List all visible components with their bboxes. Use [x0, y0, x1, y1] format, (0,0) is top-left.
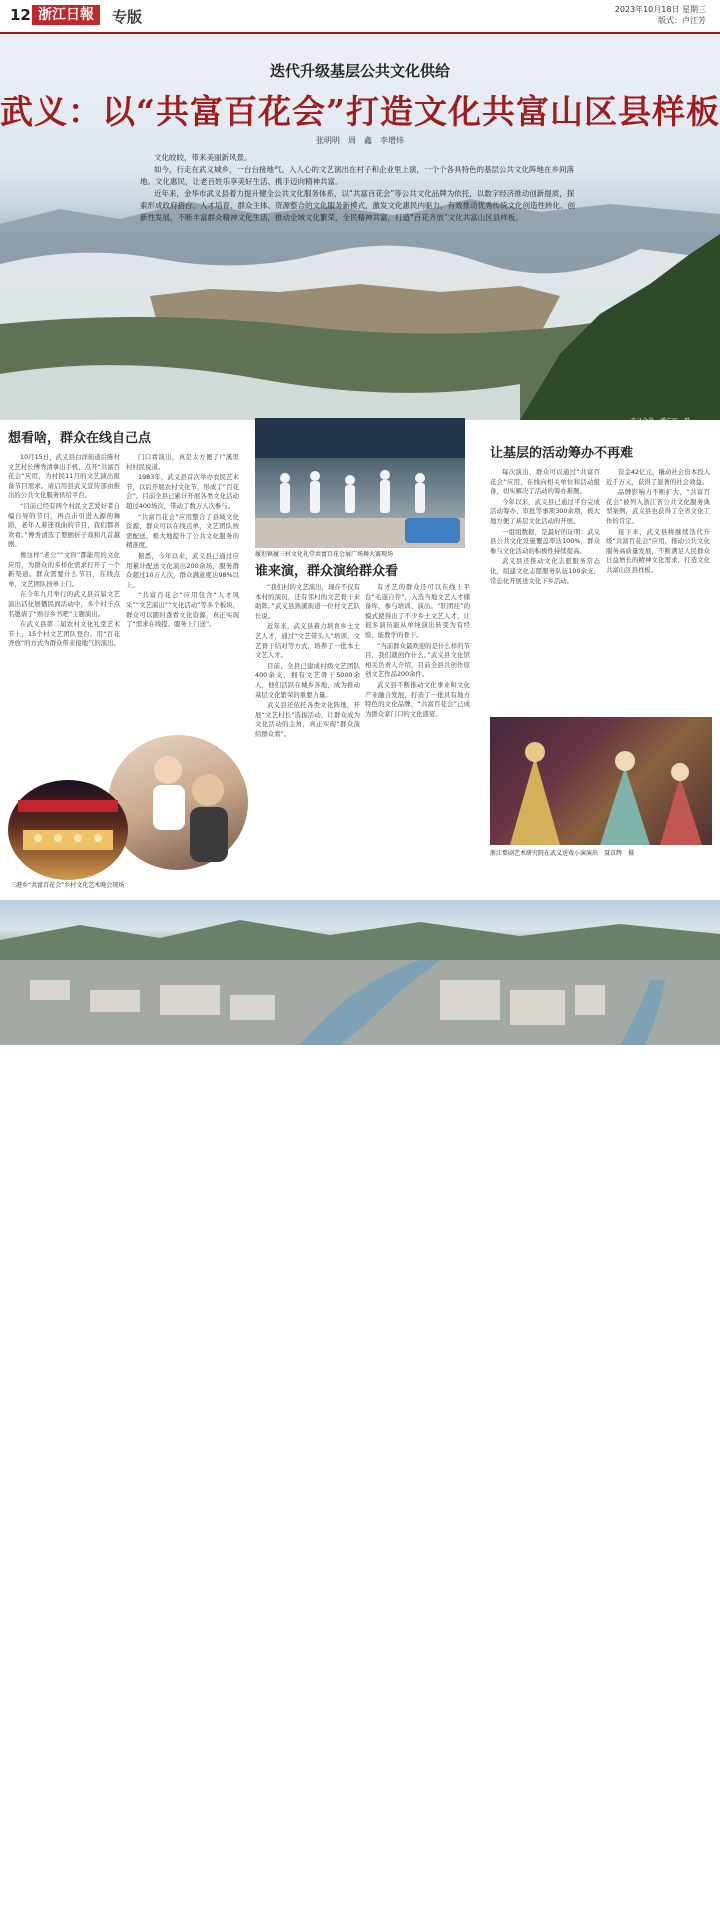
editor-credit: 版式：卢江芳 — [658, 16, 706, 25]
masthead — [0, 0, 720, 34]
body-paragraph: 在武义县第二届农村文化礼堂艺术节上，15个村文艺团队登台，用“百花齐放”的方式为群众带来接地气的演出。 — [8, 620, 120, 648]
body-paragraph: “当前群众最欢迎的是什么样的节目，我们就创作什么。”武义县文化馆相关负责人介绍，目前全县共创作原创文艺作品200余件。 — [365, 641, 470, 679]
article-column — [126, 453, 239, 723]
lead-paragraph: 近年来，金华市武义县着力提升健全公共文化服务体系，以“共富百花会”等公共文化品牌为依托，以数字经济推动创新提质，探索形成政府搭台、人才培育、群众主体、资源整合的文化服务新模式，激发文化惠民内驱力，有效推动优秀传统文化创造性转化、创新性发展，不断丰富群众精神文化生活，推动全域文化繁荣，全民精神共富，打造“百花齐放”文化共富山区县样板。 — [140, 189, 575, 222]
body-paragraph: 像这样“老公”“文盲”都能用的文化应用，为群众的多样化需求打开了一个新渠道。群众需要什么节目，在线点单，文艺团队按单上门。 — [8, 550, 120, 588]
stage-performance-image — [8, 780, 128, 880]
photo-credit: 武义全景 潘广军 摄 — [630, 418, 691, 425]
body-paragraph: 品牌影响力不断扩大，“共富百花会”被列入浙江省公共文化服务典型案例，武义县也获得了全省文化工作的肯定。 — [606, 488, 710, 525]
body-paragraph: 目前，全县已建成村级文艺团队400余支，拥有文艺骨干5000余人，他们活跃在城乡各地，成为推动基层文化繁荣的重要力量。 — [255, 661, 360, 699]
body-paragraph: 近年来，武义县着力培育乡土文艺人才，通过“文艺带头人”培训、文艺骨干结对等方式，培养了一批本土文艺人才。 — [255, 622, 360, 660]
body-paragraph: 武义县不断推动文化事业和文化产业融合发展，打造了一批具有地方特色的文化品牌，“共富百花会”已成为群众家门口的文化盛宴。 — [365, 680, 470, 718]
body-paragraph: 在今年九月举行的武义县首届文艺演出活化展播民间活动中，多个村子点名邀请了“熟谷乡书吧”主题演出。 — [8, 590, 120, 618]
article-column — [255, 583, 360, 883]
body-paragraph: 今年以来，武义县已通过平台完成活动筹办、审批等事项300余项，极大地方便了基层文化活动的开展。 — [490, 497, 600, 525]
section-title-right: 让基层的活动筹办不再难 — [490, 446, 634, 461]
body-paragraph: 资金42亿元，撬动社会资本投入近千万元，获得了显著的社会效益。 — [606, 468, 710, 486]
kicker: 迭代升级基层公共文化供给 — [269, 62, 450, 80]
article-column — [365, 583, 470, 883]
section-title-middle: 谁来演，群众演给群众看 — [255, 564, 399, 579]
children-photo — [108, 735, 248, 870]
opera-performers-image — [490, 717, 712, 845]
body-paragraph: 门口看演出，真是太方便了!”溪里村村民说道。 — [126, 453, 239, 471]
headline: 武义：以“共富百花会”打造文化共富山区县样板 — [0, 92, 720, 131]
town-aerial-image — [0, 900, 720, 1045]
lead-paragraph: 如今，行走在武义城乡，一台台接地气、入人心的文艺演出在村子和企业里上演，一个个各具特色的基层公共文化阵地在乡间落地。文化惠民，让老百姓乐享美好生活、携手迈向精神共富。 — [140, 165, 574, 186]
photo-caption: 浙江婺剧艺术研究院在武义送戏小演演出 聂京辉 摄 — [490, 850, 635, 857]
body-paragraph: 接下来，武义县将继续迭代升级“共富百花会”应用，推动公共文化服务高质量发展，不断满足人民群众日益增长的精神文化需求，打造文化共富山区县样板。 — [606, 527, 710, 574]
children-image — [108, 735, 248, 870]
dancers-image — [255, 418, 465, 548]
body-paragraph: 一组组数据，是最好的证明：武义县公共文化设施覆盖率达100%，群众参与文化活动的积极性持续提高。 — [490, 527, 600, 555]
body-paragraph: 武义县还依托各类文化阵地，开展“文艺村长”选拔活动，让群众成为文化活动的主角，真正实现“群众演给群众看”。 — [255, 701, 360, 738]
body-paragraph: 武义县还推动文化志愿服务常态化，组建文化志愿服务队伍100余支，常态化开展送文化下乡活动。 — [490, 557, 600, 585]
body-paragraph: “我们村的文艺演出，现在不仅有本村的演员，还有邻村的文艺骨干来助阵。”武义县熟溪街道一位村文艺队长说。 — [255, 583, 360, 620]
body-paragraph: 据悉，今年以来，武义县已通过应用累计配送文化演出200余场，服务群众超过10万人次，群众满意度达98%以上。 — [126, 551, 239, 589]
body-paragraph: “共富百花会”应用整合了县域文化资源，群众可以在线点单，文艺团队按需配送，极大地提升了公共文化服务的精准度。 — [126, 512, 239, 550]
photo-credit: 武义县城 无人机 摄 — [600, 1922, 661, 1929]
article-column — [8, 453, 120, 763]
body-paragraph: 10月15日，武义县白洋街道后陈村文艺村长傅秀清拿出手机，点开“共富百花会”应用，为村民11月的文艺演出报备节目需求。请启用县武义宣传部由推出的公共文化服务供给平台。 — [8, 453, 120, 500]
lead-paragraph: 文化皎皎，带来美丽新风景。 — [154, 153, 252, 162]
date-line — [615, 4, 706, 26]
hero-banner — [0, 34, 720, 425]
article-column — [606, 468, 710, 716]
opera-photo — [490, 717, 712, 845]
body-paragraph: 1983年，武义县首次举办农民艺术节，以后开展农村文化节，形成了“百花会”。目前全县已累计开展各类文化活动超过400场次，带动了数万人次参与。 — [126, 473, 239, 510]
photo-caption: 履坦镇履三村文化礼堂共富百花会展广场舞大赛现场 — [255, 551, 394, 558]
byline: 张明明 周 鑫 李增炜 — [316, 136, 404, 145]
stage-photo — [8, 780, 128, 880]
body-paragraph: 有才艺的群众还可以在线上平台“毛遂自荐”，入选当地文艺人才储备库，参与培训、演出。“驻团挂”的模式使得出了不少乡土文艺人才，让很多演员能从单纯演出转变为有经验、能教学的骨干。 — [365, 583, 470, 639]
section-name: 专版 — [112, 8, 143, 26]
section-title-left: 想看啥，群众在线自己点 — [8, 431, 152, 446]
photo-caption: 三港乡“共富百花会”乡村文化艺术晚会现场 — [10, 882, 125, 889]
dancers-photo — [255, 418, 465, 548]
lead-paragraphs — [140, 152, 580, 224]
paper-logo: 浙江日報 — [32, 5, 100, 25]
body-paragraph: “目前已经有两个村民文艺爱好者自编自导的节目，再点击引进入源的舞蹈，老年人着迷戏曲的节目，我们都喜欢看。”傅秀清选了婺剧折子戏和几首越剧。 — [8, 501, 120, 549]
body-paragraph: “共富百花会”应用包含“人才风采”“文艺演出”“文化活动”等多个板块，群众可以随时查看文化资源，真正实现了“需求在线提、服务上门送”。 — [126, 591, 239, 629]
issue-date: 2023年10月18日 星期三 — [614, 5, 706, 14]
page-number: 12 — [10, 6, 31, 24]
article-column — [490, 468, 600, 716]
body-paragraph: 每次演出，群众可以通过“共富百花会”应用，在线向相关单位和活动报备，切实解决了活动的筹办难题。 — [490, 468, 600, 496]
town-panorama-photo — [0, 900, 720, 1929]
